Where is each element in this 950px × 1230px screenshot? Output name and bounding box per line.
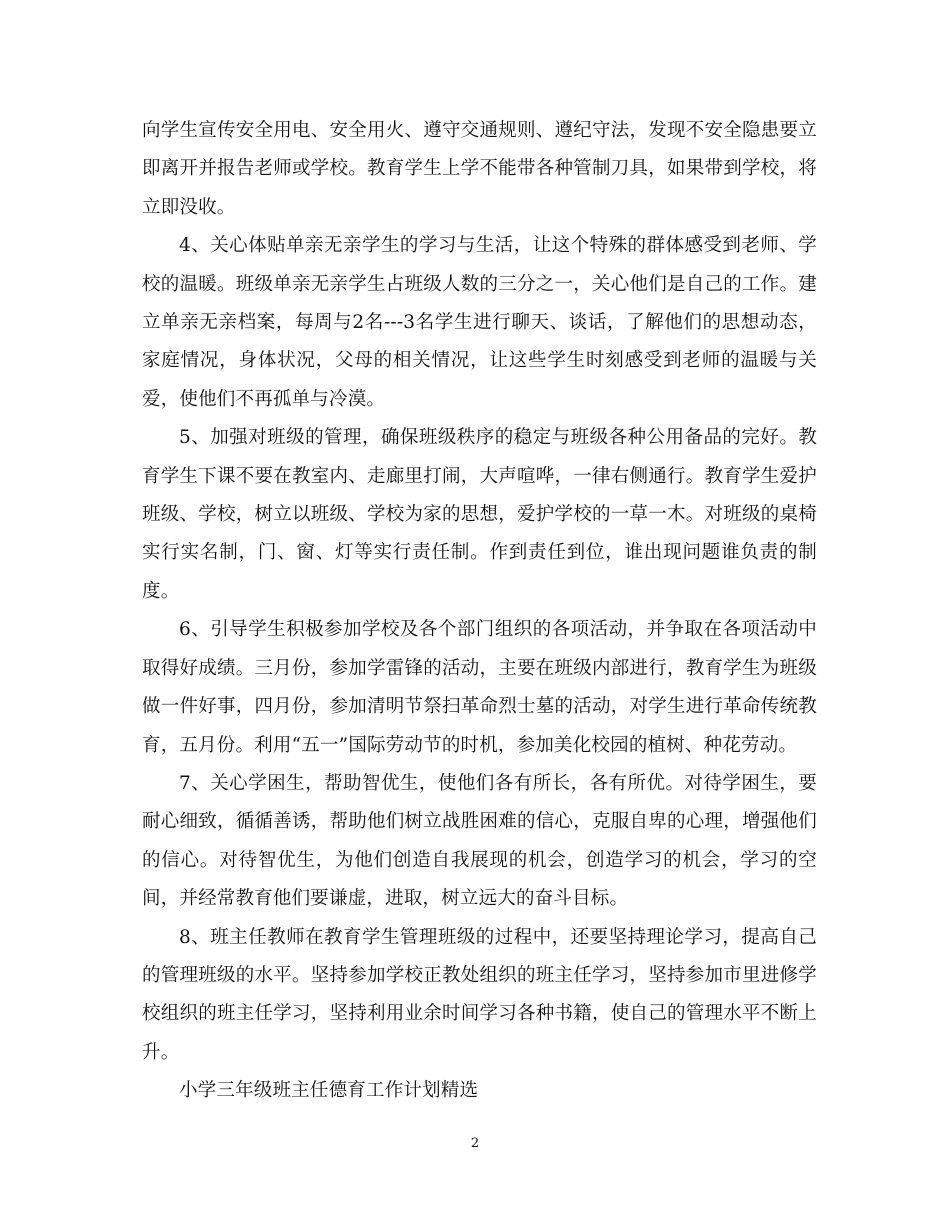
paragraph-safety-continued: 向学生宣传安全用电、安全用火、遵守交通规则、遵纪守法，发现不安全隐患要立即离开并报告老师或学校。教育学生上学不能带各种管制刀具，如果带到学校，将立即没收。	[142, 120, 817, 218]
paragraph-item-4: 4、关心体贴单亲无亲学生的学习与生活，让这个特殊的群体感受到老师、学校的温暖。班级单亲无亲学生占班级人数的三分之一，关心他们是自己的工作。建立单亲无亲档案，每周与2名---3名学生进行聊天、谈话，了解他们的思想动态，家庭情况，身体状况，父母的相关情况，让这些学生时刻感受到老师的温暖与关爱，使他们不再孤单与冷漠。	[142, 235, 817, 410]
paragraph-item-5: 5、加强对班级的管理，确保班级秩序的稳定与班级各种公用备品的完好。教育学生下课不要在教室内、走廊里打闹，大声喧哗，一律右侧通行。教育学生爱护班级、学校，树立以班级、学校为家的思想，爱护学校的一草一木。对班级的桌椅实行实名制，门、窗、灯等实行责任制。作到责任到位，谁出现问题谁负责的制度。	[142, 427, 817, 602]
document-body	[142, 112, 817, 1111]
paragraph-item-7: 7、关心学困生，帮助智优生，使他们各有所长，各有所优。对待学困生，要耐心细致，循循善诱，帮助他们树立战胜困难的信心，克服自卑的心理，增强他们的信心。对待智优生，为他们创造自我展现的机会，创造学习的机会，学习的空间，并经常教育他们要谦虚，进取，树立远大的奋斗目标。	[142, 772, 817, 910]
page-number: 2	[470, 1136, 480, 1151]
paragraph-item-8: 8、班主任教师在教育学生管理班级的过程中，还要坚持理论学习，提高自己的管理班级的水平。坚持参加学校正教处组织的班主任学习，坚持参加市里进修学校组织的班主任学习，坚持利用业余时间学习各种书籍，使自己的管理水平不断上升。	[142, 926, 817, 1063]
paragraph-item-6: 6、引导学生积极参加学校及各个部门组织的各项活动，并争取在各项活动中取得好成绩。三月份，参加学雷锋的活动，主要在班级内部进行，教育学生为班级做一件好事，四月份，参加清明节祭扫革命烈士墓的活动，对学生进行革命传统教育，五月份。利用“五一”国际劳动节的时机，参加美化校园的植树、种花劳动。	[142, 619, 817, 756]
next-section-title: 小学三年级班主任德育工作计划精选	[179, 1080, 479, 1102]
